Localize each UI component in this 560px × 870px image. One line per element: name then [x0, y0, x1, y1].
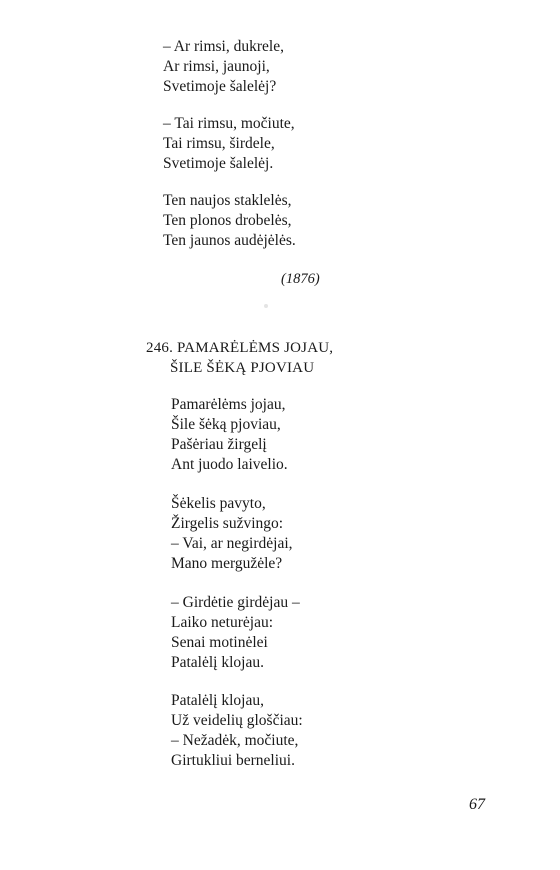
poem-heading-line-2: ŠILE ŠĖKĄ PJOVIAU	[170, 360, 315, 376]
verse-line: Ten plonos drobelės,	[163, 212, 292, 229]
verse-line: Girtukliui berneliui.	[171, 752, 295, 769]
verse-line: – Girdėtie girdėjau –	[171, 594, 300, 611]
verse-line: Pašėriau žirgelį	[171, 436, 267, 453]
verse-line: – Nežadėk, močiute,	[171, 732, 299, 749]
poem-heading	[146, 338, 333, 378]
prev-poem-stanza-2	[163, 114, 295, 174]
poem-246-stanza-1	[171, 395, 288, 475]
verse-line: – Tai rimsu, močiute,	[163, 115, 295, 132]
verse-line: Ant juodo laivelio.	[171, 456, 288, 473]
verse-line: – Vai, ar negirdėjai,	[171, 535, 293, 552]
section-divider-dot	[264, 304, 268, 308]
verse-line: Ar rimsi, jaunoji,	[163, 58, 270, 75]
verse-line: Už veidelių gloščiau:	[171, 712, 303, 729]
verse-line: Šėkelis pavyto,	[171, 495, 266, 512]
verse-line: Svetimoje šalelėj.	[163, 155, 274, 172]
verse-line: Ten naujos staklelės,	[163, 192, 292, 209]
verse-line: Mano mergužėle?	[171, 555, 283, 572]
prev-poem-stanza-1	[163, 37, 284, 97]
verse-line: Senai motinėlei	[171, 634, 268, 651]
poem-246-stanza-4	[171, 691, 303, 771]
verse-line: Žirgelis sužvingo:	[171, 515, 284, 532]
verse-line: – Ar rimsi, dukrele,	[163, 38, 284, 55]
prev-poem-stanza-3	[163, 191, 296, 251]
verse-line: Patalėlį klojau,	[171, 692, 264, 709]
poem-246-stanza-2	[171, 494, 293, 574]
verse-line: Svetimoje šalelėj?	[163, 78, 277, 95]
poem-246-stanza-3	[171, 593, 300, 673]
verse-line: Pamarėlėms jojau,	[171, 396, 286, 413]
verse-line: Laiko neturėjau:	[171, 614, 273, 631]
poem-heading-line-1: 246. PAMARĖLĖMS JOJAU,	[146, 340, 334, 356]
verse-line: Tai rimsu, širdele,	[163, 135, 275, 152]
poem-date: (1876)	[281, 271, 320, 287]
verse-line: Patalėlį klojau.	[171, 654, 264, 671]
page-number: 67	[469, 796, 485, 813]
verse-line: Šile šėką pjoviau,	[171, 416, 281, 433]
verse-line: Ten jaunos audėjėlės.	[163, 232, 296, 249]
